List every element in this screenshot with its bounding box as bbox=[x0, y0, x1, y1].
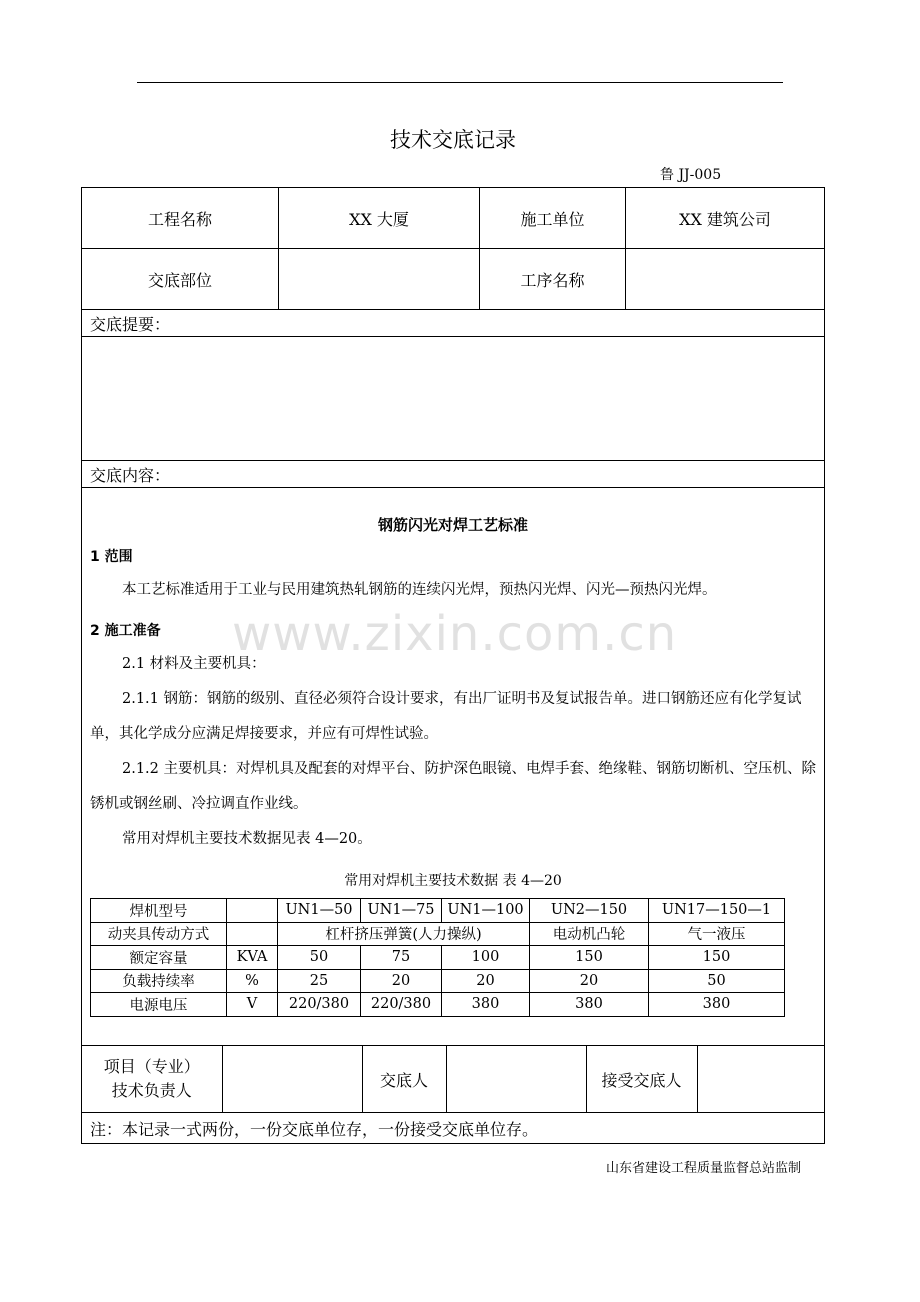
contractor-value[interactable]: XX 建筑公司 bbox=[626, 188, 825, 249]
equipment-paragraph: 2.1.2 主要机具：对焊机具及配套的对焊平台、防护深色眼镜、电焊手套、绝缘鞋、钢筋切断机、空压机、除锈机或钢丝刷、冷拉调直作业线。 bbox=[90, 761, 816, 812]
table-cell: 380 bbox=[649, 993, 785, 1017]
table-cell: UN2—150 bbox=[530, 899, 649, 923]
table-cell: 75 bbox=[361, 946, 442, 970]
tech-lead-label bbox=[82, 1046, 222, 1112]
table-cell: 动夹具传动方式 bbox=[91, 922, 227, 946]
discloser-label: 交底人 bbox=[362, 1046, 446, 1112]
table-cell: 50 bbox=[649, 969, 785, 993]
table-cell: 电动机凸轮 bbox=[530, 922, 649, 946]
table-cell: UN1—100 bbox=[442, 899, 530, 923]
table-cell: 负载持续率 bbox=[91, 969, 227, 993]
process-label: 工序名称 bbox=[480, 249, 626, 310]
page-title: 技术交底记录 bbox=[390, 128, 516, 152]
record-form bbox=[81, 187, 825, 1144]
table-cell: UN1—50 bbox=[278, 899, 361, 923]
table-cell: 杠杆挤压弹簧(人力操纵) bbox=[278, 922, 530, 946]
note-text: 注：本记录一式两份，一份交底单位存，一份接受交底单位存。 bbox=[82, 1113, 825, 1144]
materials-paragraph: 2.1 材料及主要机具： bbox=[122, 656, 266, 672]
part-value[interactable] bbox=[279, 249, 480, 310]
content-label: 交底内容： bbox=[82, 461, 825, 488]
section-prep-heading: 2 施工准备 bbox=[90, 623, 161, 639]
table-cell: % bbox=[227, 969, 278, 993]
table-cell: 额定容量 bbox=[91, 946, 227, 970]
project-name-value[interactable]: XX 大厦 bbox=[279, 188, 480, 249]
table-cell bbox=[227, 922, 278, 946]
section-scope-heading: 1 范围 bbox=[90, 549, 133, 565]
table-cell: UN17—150—1 bbox=[649, 899, 785, 923]
discloser-value[interactable] bbox=[446, 1046, 586, 1112]
receiver-label: 接受交底人 bbox=[586, 1046, 697, 1112]
signature-table bbox=[82, 1046, 825, 1112]
table-cell: 220/380 bbox=[278, 993, 361, 1017]
signature-cell bbox=[82, 1046, 825, 1113]
footer-text: 山东省建设工程质量监督总站监制 bbox=[606, 1161, 802, 1176]
watermark: www.zixin.com.cn bbox=[232, 606, 678, 662]
table-cell: 25 bbox=[278, 969, 361, 993]
table-cell: 220/380 bbox=[361, 993, 442, 1017]
table-cell: KVA bbox=[227, 946, 278, 970]
table-row bbox=[91, 946, 785, 970]
table-row bbox=[91, 969, 785, 993]
table-cell: 20 bbox=[530, 969, 649, 993]
scope-paragraph: 本工艺标准适用于工业与民用建筑热轧钢筋的连续闪光焊，预热闪光焊、闪光—预热闪光焊。 bbox=[122, 582, 717, 598]
table-cell bbox=[227, 899, 278, 923]
table-reference-paragraph: 常用对焊机主要技术数据见表 4—20。 bbox=[122, 831, 372, 847]
table-row bbox=[91, 922, 785, 946]
table-cell: 气一液压 bbox=[649, 922, 785, 946]
part-label: 交底部位 bbox=[82, 249, 279, 310]
table-cell: 150 bbox=[530, 946, 649, 970]
table-cell: 电源电压 bbox=[91, 993, 227, 1017]
form-code: 鲁 JJ-005 bbox=[660, 167, 722, 183]
table-cell: 100 bbox=[442, 946, 530, 970]
table-cell: 150 bbox=[649, 946, 785, 970]
spec-table-title: 常用对焊机主要技术数据 表 4—20 bbox=[344, 873, 562, 889]
receiver-value[interactable] bbox=[697, 1046, 825, 1112]
table-cell: V bbox=[227, 993, 278, 1017]
tech-lead-label-line1: 项目（专业） bbox=[103, 1057, 200, 1076]
table-cell: 380 bbox=[442, 993, 530, 1017]
tech-lead-label-line2: 技术负责人 bbox=[111, 1081, 192, 1100]
summary-value[interactable] bbox=[82, 337, 825, 461]
table-cell: 20 bbox=[442, 969, 530, 993]
summary-label: 交底提要： bbox=[82, 310, 825, 337]
table-cell: UN1—75 bbox=[361, 899, 442, 923]
table-row bbox=[91, 993, 785, 1017]
tech-lead-value[interactable] bbox=[222, 1046, 362, 1112]
table-cell: 50 bbox=[278, 946, 361, 970]
top-rule bbox=[137, 82, 783, 83]
table-cell: 380 bbox=[530, 993, 649, 1017]
contractor-label: 施工单位 bbox=[480, 188, 626, 249]
content-cell bbox=[82, 488, 825, 1046]
welder-spec-table bbox=[90, 898, 785, 1017]
steel-paragraph: 2.1.1 钢筋：钢筋的级别、直径必须符合设计要求，有出厂证明书及复试报告单。进口钢筋还应有化学复试单，其化学成分应满足焊接要求，并应有可焊性试验。 bbox=[90, 691, 802, 742]
process-value[interactable] bbox=[626, 249, 825, 310]
project-name-label: 工程名称 bbox=[82, 188, 279, 249]
table-cell: 焊机型号 bbox=[91, 899, 227, 923]
table-row bbox=[91, 899, 785, 923]
content-title: 钢筋闪光对焊工艺标准 bbox=[377, 516, 528, 534]
table-cell: 20 bbox=[361, 969, 442, 993]
